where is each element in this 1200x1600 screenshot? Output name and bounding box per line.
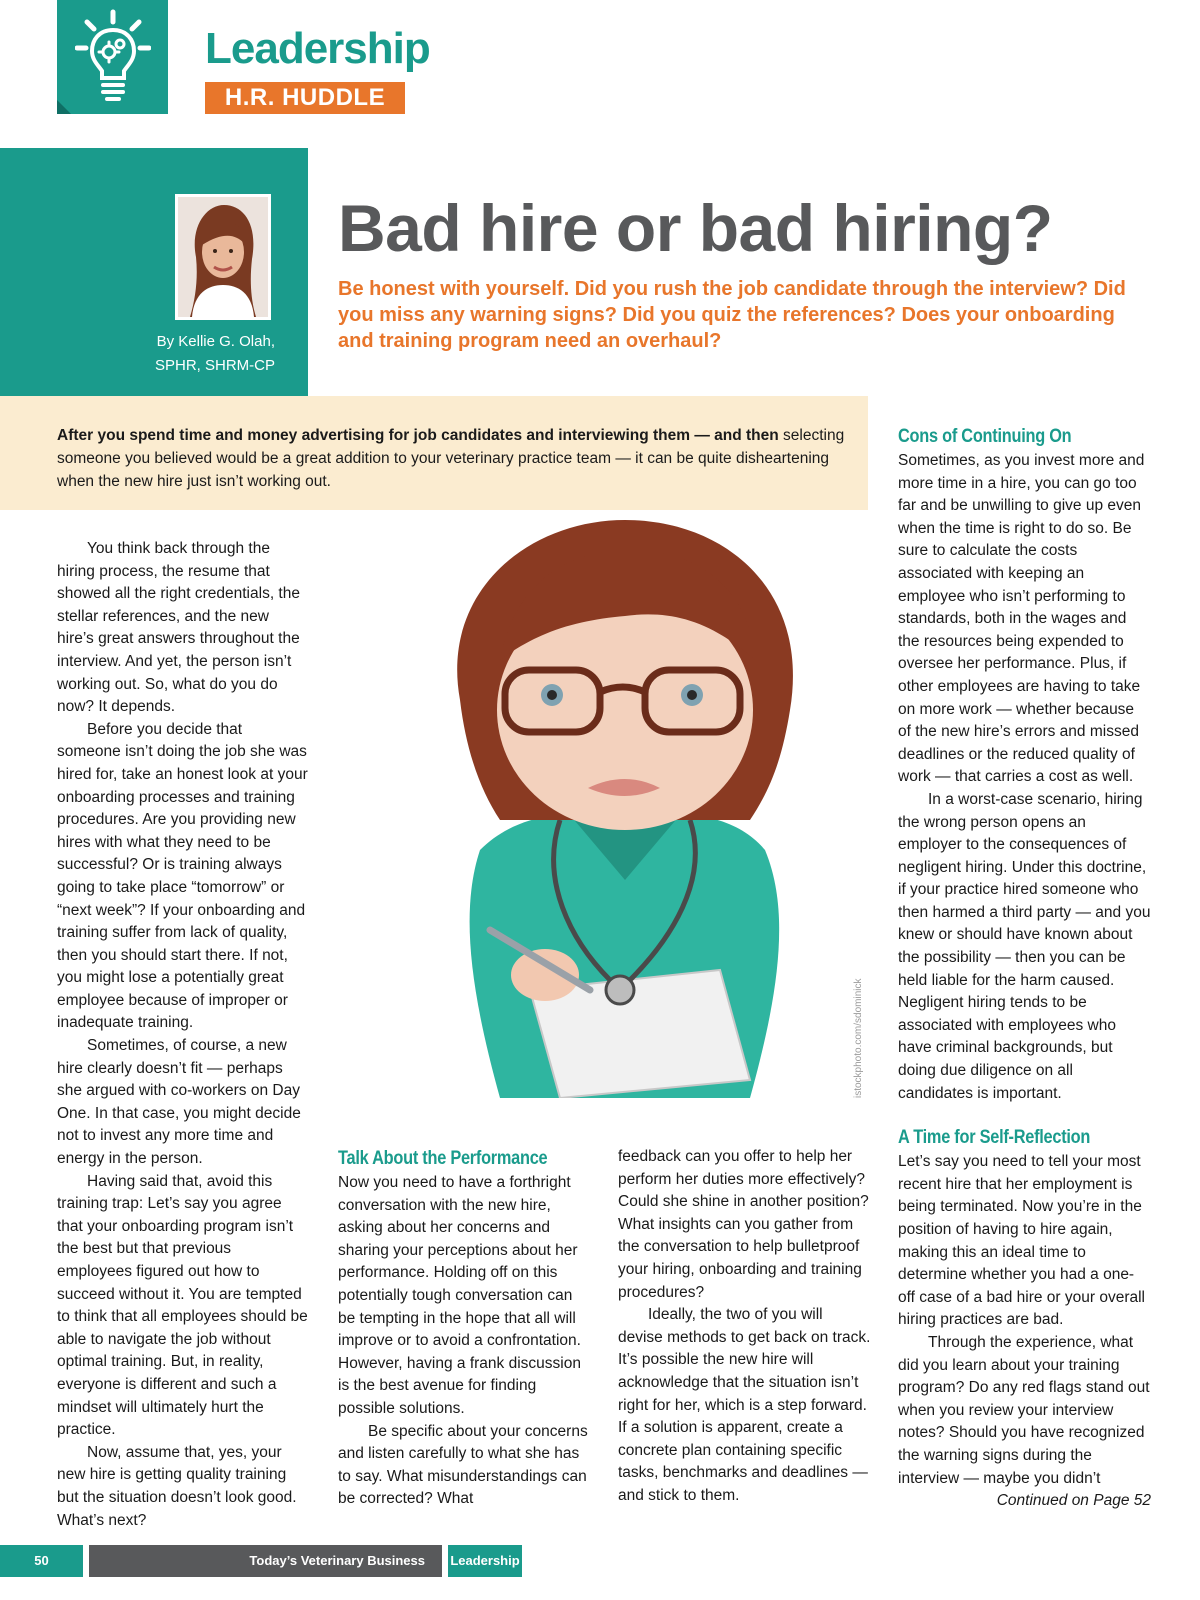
article-column-1 (57, 538, 310, 1532)
paragraph: Be specific about your concerns and listen carefully to what she has to say. What misunderstandings can be corrected? What (338, 1422, 588, 1508)
hero-photo (420, 520, 830, 1098)
paragraph: Let’s say you need to tell your most recent hire that her employment is being terminated. Now you’re in the position of having to hire again, making this an ideal time to determine whether you had a one-off case of a bad hire or your overall hiring practices are bad. (898, 1153, 1145, 1329)
article-column-2 (338, 1146, 591, 1511)
article-headline: Bad hire or bad hiring? (338, 191, 1053, 265)
article-deck: Be honest with yourself. Did you rush the job candidate through the interview? Did you miss any warning signs? Did you quiz the references? Does your onboarding and training program need an overhaul? (338, 278, 1126, 352)
logo-fold-corner (57, 100, 71, 114)
page-number: 50 (0, 1545, 83, 1577)
author-photo (175, 194, 271, 320)
author-portrait-image (178, 197, 268, 317)
paragraph: In a worst-case scenario, hiring the wrong person opens an employer to the consequences of negligent hiring. Under this doctrine, if your practice hired someone who then harmed a third party — and you knew or should have known about the possibility — then you can be held liable for the harm caused. Negligent hiring tends to be associated with employees who have criminal backgrounds, but doing due diligence on all candidates is important. (898, 790, 1151, 1102)
article-column-4 (898, 424, 1151, 1513)
author-byline (130, 330, 275, 378)
paragraph: Before you decide that someone isn’t doing the job she was hired for, take an honest look at your onboarding processes and training procedures. Are you providing new hires with what they need to be successful? Or is training always going to take place “tomorrow” or “next week”? If your onboarding and training suffer from lack of quality, then you should start there. If not, you might lose a potentially great employee because of improper or inadequate training. (57, 720, 308, 1032)
section-subtitle: H.R. HUDDLE (205, 82, 405, 114)
lightbulb-gear-icon (75, 8, 151, 104)
footer-section-label: Leadership (448, 1545, 522, 1577)
continued-link[interactable]: Continued on Page 52 (996, 1492, 1151, 1510)
paragraph: Through the experience, what did you learn about your training program? Do any red flags stand out when you review your interview notes? Should you have recognized the warning signs during the interview — maybe you didn’t (898, 1333, 1150, 1487)
subhead-cons: Cons of Continuing On (898, 426, 1072, 447)
publication-name: Today’s Veterinary Business (89, 1545, 442, 1577)
paragraph: You think back through the hiring process, the resume that showed all the right credentials, the stellar references, and the new hire’s great answers throughout the interview. And yet, the person isn’t working out. So, what do you do now? It depends. (57, 540, 300, 716)
paragraph: feedback can you offer to help her perform her duties more effectively? Could she shine in another position? What insights can you gather from the conversation to help bulletproof your hiring, onboarding and training procedures? (618, 1148, 869, 1301)
article-column-3 (618, 1146, 871, 1508)
intro-rest: selecting someone you believed would be a great addition to your veterinary practice team — it can be quite disheartening when the new hire just isn’t working out. (57, 427, 845, 490)
subhead-performance: Talk About the Performance (338, 1148, 548, 1169)
intro-bold: After you spend time and money advertising for job candidates and interviewing them — and then (57, 427, 779, 444)
paragraph: Ideally, the two of you will devise methods to get back on track. It’s possible the new hire will acknowledge that the situation isn’t right for her, which is a step forward. If a solution is apparent, create a concrete plan containing specific tasks, benchmarks and deadlines — and stick to them. (618, 1306, 871, 1504)
paragraph: Now, assume that, yes, your new hire is getting quality training but the situation doesn’t look good. What’s next? (57, 1443, 297, 1529)
paragraph: Now you need to have a forthright conversation with the new hire, asking about her concerns and sharing your perceptions about her performance. Holding off on this potentially tough conversation can be tempting in the hope that all will improve or to avoid a confrontation. However, having a frank discussion is the best avenue for finding possible solutions. (338, 1174, 581, 1417)
paragraph: Sometimes, as you invest more and more time in a hire, you can go too far and be unwilling to give up even when the time is right to do so. Be sure to calculate the costs associated with keeping an employee who isn’t performing to standards, both in the wages and the resources being expended to oversee her performance. Plus, if other employees are having to take on more work — whether because of the new hire’s errors and missed deadlines or the reduced quality of work — that carries a cost as well. (898, 452, 1145, 786)
paragraph: Sometimes, of course, a new hire clearly doesn’t fit — perhaps she argued with co-workers on Day One. In that case, you might decide not to invest any more time and energy in the person. (57, 1037, 301, 1168)
subhead-self-reflection: A Time for Self-Reflection (898, 1127, 1091, 1149)
paragraph: Having said that, avoid this training trap: Let’s say you agree that your onboarding program isn’t the best but that previous employees figured out how to succeed without it. You are tempted to think that all employees should be able to navigate the job without optimal training. But, in reality, everyone is different and such a mindset will ultimately hurt the practice. (57, 1172, 308, 1439)
photo-credit: istockphoto.com/sdominick (853, 978, 864, 1098)
author-credentials: SPHR, SHRM-CP (154, 357, 275, 374)
section-logo (57, 0, 168, 114)
section-title: Leadership (205, 24, 430, 73)
intro-text (57, 424, 857, 493)
author-name: By Kellie G. Olah, (156, 333, 275, 350)
